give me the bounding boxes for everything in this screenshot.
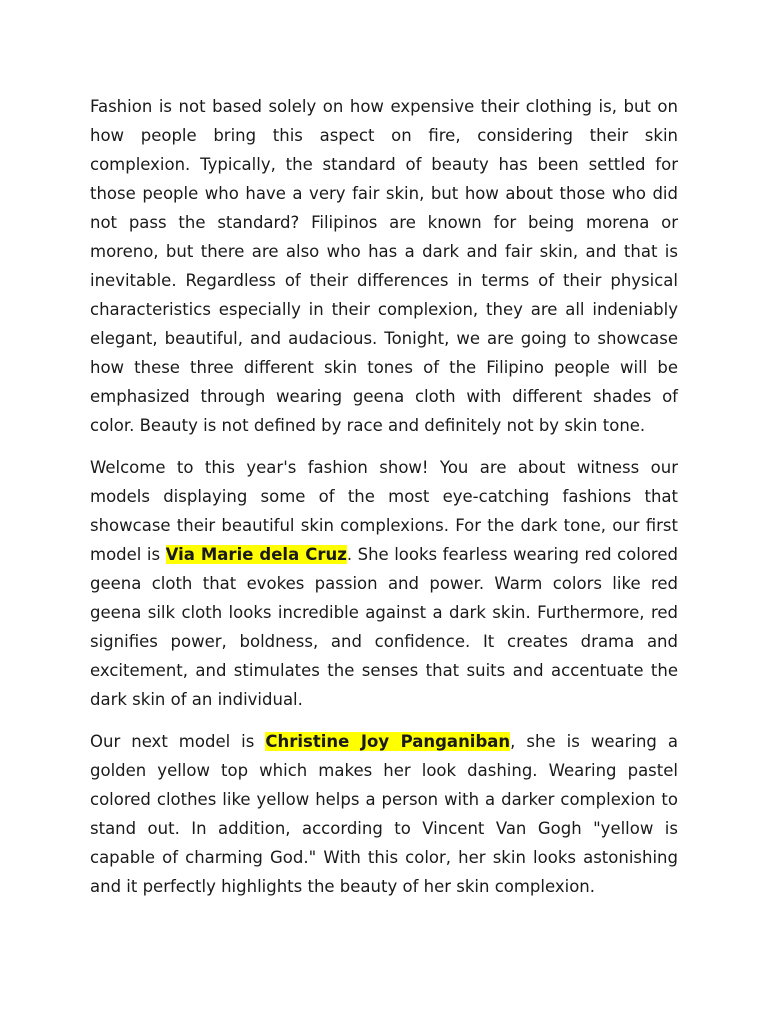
paragraph-second-model <box>90 727 678 901</box>
document-page <box>90 92 678 914</box>
highlighted-model-name: Christine Joy Panganiban <box>265 732 511 751</box>
paragraph-intro: Fashion is not based solely on how expensive their clothing is, but on how people bring this aspect on fire, considering their skin complexion. Typically, the standard of beauty has been settled for those people who have a very fair skin, but how about those who did not pass the standard? Filipinos are known for being morena or moreno, but there are also who has a dark and fair skin, and that is inevitable. Regardless of their differences in terms of their physical characteristics especially in their complexion, they are all indeniably elegant, beautiful, and audacious. Tonight, we are going to showcase how these three different skin tones of the Filipino people will be emphasized through wearing geena cloth with different shades of color. Beauty is not defined by race and definitely not by skin tone. <box>90 97 678 435</box>
paragraph-text: , she is wearing a golden yellow top which makes her look dashing. Wearing pastel colored clothes like yellow helps a person with a darker complexion to stand out. In addition, according to Vincent Van Gogh "yellow is capable of charming God." With this color, her skin looks astonishing and it perfectly highlights the beauty of her skin complexion. <box>90 732 679 896</box>
highlighted-model-name: Via Marie dela Cruz <box>165 545 347 564</box>
paragraph-text: . She looks fearless wearing red colored geena cloth that evokes passion and power. Warm colors like red geena silk cloth looks incredible against a dark skin. Furthermore, red signifies power, boldness, and confidence. It creates drama and excitement, and stimulates the senses that suits and accentuate the dark skin of an individual. <box>90 545 678 709</box>
paragraph-text: Our next model is <box>90 732 266 751</box>
paragraph-text: Welcome to this year's fashion show! You are about witness our models displaying some of the most eye-catching fashions that showcase their beautiful skin complexions. For the dark tone, our first model is <box>90 458 678 564</box>
paragraph-first-model <box>90 453 678 714</box>
